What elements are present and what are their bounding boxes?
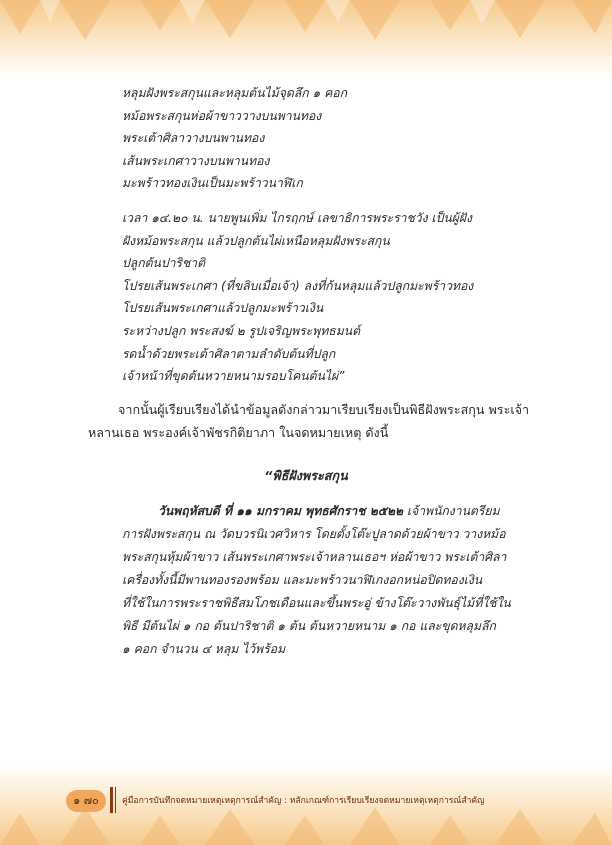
quote-line: ฝังหม้อพระสกุน แล้วปลูกต้นไผ่เหนือหลุมฝังพระสกุน [122, 233, 390, 248]
record-line: ที่ใช้ในการพระราชพิธีสมโภชเดือนและขึ้นพระอู่ ข้างโต๊ะวางพันธุ์ไม้ที่ใช้ใน [122, 596, 511, 610]
body-paragraph [88, 398, 538, 444]
paragraph-line: จากนั้นผู้เรียบเรียงได้นำข้อมูลดังกล่าวมาเรียบเรียงเป็นพิธีฝังพระสกุน พระเจ้า [118, 402, 530, 417]
quote-line: ระหว่างปลูก พระสงฆ์ ๒ รูปเจริญพระพุทธมนต์ [122, 323, 360, 338]
quote-line: รดน้ำด้วยพระเต้าศิลาตามลำดับต้นที่ปลูก [122, 346, 336, 361]
record-line: ๑ คอก จำนวน ๔ หลุม ไว้พร้อม [122, 642, 286, 656]
record-line: เครื่องทั้งนี้มีพานทองรองพร้อม และมะพร้าวนาฬิเกงอกหน่อปิดทองเงิน [122, 573, 483, 587]
paragraph-line: หลานเธอ พระองค์เจ้าพัชรกิติยาภา ในจดหมายเหตุ ดังนี้ [88, 425, 389, 440]
record-line: การฝังพระสกุน ณ วัดบวรนิเวศวิหาร โดยตั้งโต๊ะปูลาดด้วยผ้าขาว วางหม้อ [122, 527, 506, 541]
quote-line: พระเต้าศิลาวางบนพานทอง [122, 131, 265, 146]
page-footer [60, 784, 580, 814]
footer-title: คู่มือการบันทึกจดหมายเหตุเหตุการณ์สำคัญ : หลักเกณฑ์การเรียบเรียงจดหมายเหตุเหตุการณ์สำคัญ [122, 796, 485, 806]
section-heading: “พิธีฝังพระสกุน [264, 468, 348, 483]
quote-line: มะพร้าวทองเงินเป็นมะพร้าวนาฬิเก [122, 176, 303, 191]
quote-line: หม้อพระสกุนห่อผ้าขาววางบนพานทอง [122, 108, 322, 123]
record-date: วันพฤหัสบดี ที่ ๑๑ มกราคม พุทธศักราช ๒๕๒๒ [158, 504, 404, 518]
record-line: พระสกุนหุ้มผ้าขาว เส้นพระเกศาพระเจ้าหลานเธอฯ ห่อผ้าขาว พระเต้าศิลา [122, 550, 507, 564]
quote-line: เส้นพระเกศาวางบนพานทอง [122, 153, 270, 168]
quoted-ceremony-notes [122, 82, 562, 388]
record-first-line [122, 500, 522, 523]
quote-line: โปรยเส้นพระเกศาแล้วปลูกมะพร้าวเงิน [122, 301, 324, 316]
ceremony-record [122, 500, 522, 661]
footer-divider [110, 787, 113, 813]
quote-line: ปลูกต้นปาริชาติ [122, 256, 205, 271]
quote-line: โปรยเส้นพระเกศา (ที่ขลิบเมื่อเจ้า) ลงที่ก้นหลุมแล้วปลูกมะพร้าวทอง [122, 278, 474, 293]
quote-line: หลุมฝังพระสกุนและหลุมต้นไม้จุดลึก ๑ คอก [122, 86, 347, 100]
page-number: ๑ ๗๐ [66, 790, 106, 812]
quote-line: เวลา ๑๔.๒๐ น. นายพูนเพิ่ม ไกรฤกษ์ เลขาธิการพระราชวัง เป็นผู้ฝัง [122, 210, 472, 225]
quote-line: เจ้าหน้าที่ขุดต้นหวายหนามรอบโคนต้นไผ่” [122, 369, 345, 384]
top-decorative-band [0, 0, 612, 78]
top-chevron-pattern [0, 0, 612, 78]
footer-divider-thin [115, 787, 116, 813]
record-line: พิธี มีต้นไผ่ ๑ กอ ต้นปาริชาติ ๑ ต้น ต้นหวายหนาม ๑ กอ และขุดหลุมลึก [122, 619, 496, 633]
record-first-rest: เจ้าพนักงานตรียม [403, 504, 500, 518]
